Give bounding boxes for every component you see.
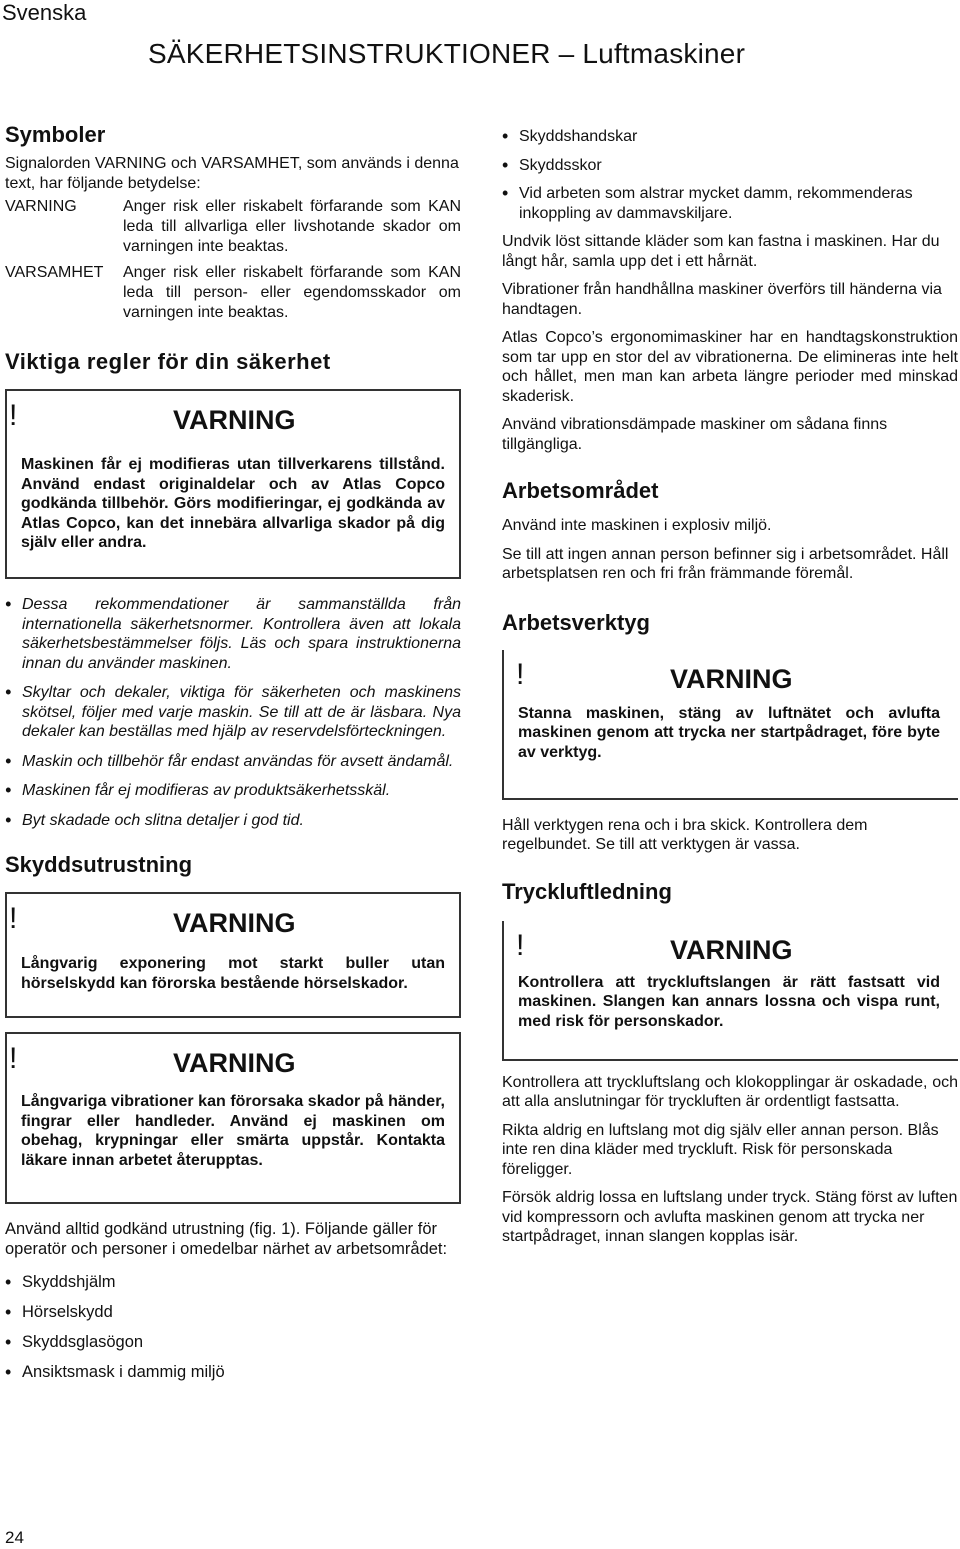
list-item: • Vid arbeten som alstrar mycket damm, rekommenderas inkoppling av dammavskiljare. bbox=[502, 184, 958, 223]
right-column bbox=[502, 122, 958, 1247]
list-item: • Maskin och tillbehör får endast användas för avsett ändamål. bbox=[5, 752, 461, 772]
warning-head bbox=[504, 921, 958, 973]
language-label: Svenska bbox=[2, 0, 87, 25]
warning-box-tools bbox=[502, 650, 958, 800]
exclamation-icon: ! bbox=[9, 902, 18, 935]
warning-label: VARNING bbox=[173, 908, 296, 938]
exclamation-icon: ! bbox=[516, 928, 525, 962]
paragraph: Håll verktygen rena och i bra skick. Kontrollera dem regelbundet. Se till att verktygen är vassa. bbox=[502, 816, 868, 853]
paragraph: Kontrollera att tryckluftslang och klokopplingar är oskadade, och att alla anslutningar för tryckluften är ordentligt fastsatta. bbox=[502, 1073, 958, 1110]
paragraph: Använd inte maskinen i explosiv miljö. bbox=[502, 517, 772, 534]
list-item: • Maskinen får ej modifieras av produktsäkerhetsskäl. bbox=[5, 781, 461, 801]
warning-box-modification bbox=[5, 389, 461, 579]
list-item: • Skyddshjälm bbox=[5, 1267, 461, 1297]
tools-heading: Arbetsverktyg bbox=[502, 609, 650, 635]
equipment-intro: Använd alltid godkänd utrustning (fig. 1). Följande gäller för operatör och personer i omedelbar närhet av arbetsområdet: bbox=[5, 1220, 448, 1258]
warning-head bbox=[7, 894, 459, 946]
warning-box-vibration bbox=[5, 1032, 461, 1204]
warning-text: Maskinen får ej modifieras utan tillverkarens tillstånd. Använd endast originaldelar och av Atlas Copco godkända tillbehör. Görs modifieringar, ej godkända av Atlas Copco, kan det innebära allvarliga skador på dig själv eller andra. bbox=[21, 456, 445, 551]
paragraph: Rikta aldrig en luftslang mot dig själv eller annan person. Blås inte ren dina kläder med tryckluft. Risk för personskada föreligger. bbox=[502, 1121, 939, 1178]
warning-label: VARNING bbox=[173, 1048, 296, 1078]
exclamation-icon: ! bbox=[9, 1042, 18, 1075]
page-number: 24 bbox=[5, 1528, 24, 1547]
warning-label: VARNING bbox=[173, 405, 296, 435]
symbol-desc: Anger risk eller riskabelt förfarande som KAN leda till allvarliga eller livshotande skador om varningen inte beaktas. bbox=[123, 198, 461, 255]
paragraph: Använd vibrationsdämpade maskiner om sådana finns tillgängliga. bbox=[502, 416, 888, 453]
protection-heading: Skyddsutrustning bbox=[5, 852, 193, 877]
warning-label: VARNING bbox=[670, 934, 793, 965]
warning-head bbox=[7, 391, 459, 443]
paragraph: Atlas Copco’s ergonomimaskiner har en handtagskonstruktion som tar upp en stor del av vibrationerna. De elimineras inte helt och hållet, men man kan arbeta längre perioder med minskad skaderisk. bbox=[502, 329, 958, 405]
symbols-definitions bbox=[5, 197, 461, 323]
list-item: • Hörselskydd bbox=[5, 1297, 461, 1327]
list-item: • Skyddshandskar bbox=[502, 122, 958, 151]
paragraph: Försök aldrig lossa en luftslang under tryck. Stäng först av luften vid kompressorn och avlufta maskinen genom att trycka ner startpådraget, innan slangen kopplas isär. bbox=[502, 1189, 958, 1245]
rules-heading: Viktiga regler för din säkerhet bbox=[5, 349, 331, 374]
list-item: • Skyltar och dekaler, viktiga för säkerheten och maskinens skötsel, följer med varje maskin. Se till att de är läsbara. Nya dekaler kan beställas med hjälp av reservdelsförteckningen. bbox=[5, 683, 461, 742]
symbols-intro: Signalorden VARNING och VARSAMHET, som används i denna text, har följande betydelse: bbox=[5, 155, 459, 192]
symbol-term: VARNING bbox=[5, 198, 77, 215]
warning-head bbox=[504, 650, 958, 702]
list-item: • Byt skadade och slitna detaljer i god tid. bbox=[5, 811, 461, 831]
warning-text: Långvariga vibrationer kan förorsaka skador på händer, fingrar eller handleder. Använd ej maskinen om obehag, krypningar eller smärta uppstår. Kontakta läkare innan arbetet återupptas. bbox=[21, 1093, 445, 1169]
warning-text: Långvarig exponering mot starkt buller utan hörselskydd kan förorska bestående hörselskador. bbox=[21, 955, 445, 992]
paragraph: Undvik löst sittande kläder som kan fastna i maskinen. Har du långt hår, samla upp det i ett hårnät. bbox=[502, 233, 940, 270]
rules-list bbox=[5, 595, 461, 830]
paragraph: Vibrationer från handhållna maskiner överförs till händerna via handtagen. bbox=[502, 281, 942, 318]
warning-text: Stanna maskinen, stäng av luftnätet och avlufta maskinen genom att trycka ner startpådraget, före byte av verktyg. bbox=[518, 704, 940, 761]
page-title: SÄKERHETSINSTRUKTIONER – Luftmaskiner bbox=[148, 38, 746, 69]
list-item: • Skyddsglasögon bbox=[5, 1327, 461, 1357]
equipment-list bbox=[5, 1267, 461, 1387]
paragraph: Se till att ingen annan person befinner sig i arbetsområdet. Håll arbetsplatsen ren och fri från främmande föremål. bbox=[502, 545, 949, 582]
list-item: • Dessa rekommendationer är sammanställda från internationella säkerhetsnormer. Kontrollera även att lokala säkerhetsbestämmelser följs. Läs och spara instruktionerna innan du använder maskinen. bbox=[5, 595, 461, 673]
symbol-term: VARSAMHET bbox=[5, 264, 104, 281]
list-item: • Ansiktsmask i dammig miljö bbox=[5, 1357, 461, 1387]
symbols-heading: Symboler bbox=[5, 122, 106, 147]
warning-label: VARNING bbox=[670, 663, 793, 694]
symbol-desc: Anger risk eller riskabelt förfarande som KAN leda till person- eller egendomsskador om varningen inte beaktas. bbox=[123, 264, 461, 321]
warning-box-noise bbox=[5, 892, 461, 1018]
symbol-row-warning bbox=[5, 197, 461, 257]
air-heading: Tryckluftledning bbox=[502, 878, 672, 904]
list-item: • Skyddsskor bbox=[502, 151, 958, 180]
warning-box-air bbox=[502, 921, 958, 1061]
workarea-heading: Arbetsområdet bbox=[502, 478, 659, 503]
exclamation-icon: ! bbox=[516, 657, 525, 691]
equipment-list-continued bbox=[502, 122, 958, 223]
warning-text: Kontrollera att tryckluftslangen är rätt fastsatt vid maskinen. Slangen kan annars lossna och vispa runt, med risk för personskador. bbox=[518, 973, 940, 1030]
symbol-row-caution bbox=[5, 263, 461, 323]
left-column bbox=[5, 122, 461, 1387]
warning-head bbox=[7, 1034, 459, 1086]
exclamation-icon: ! bbox=[9, 399, 18, 432]
